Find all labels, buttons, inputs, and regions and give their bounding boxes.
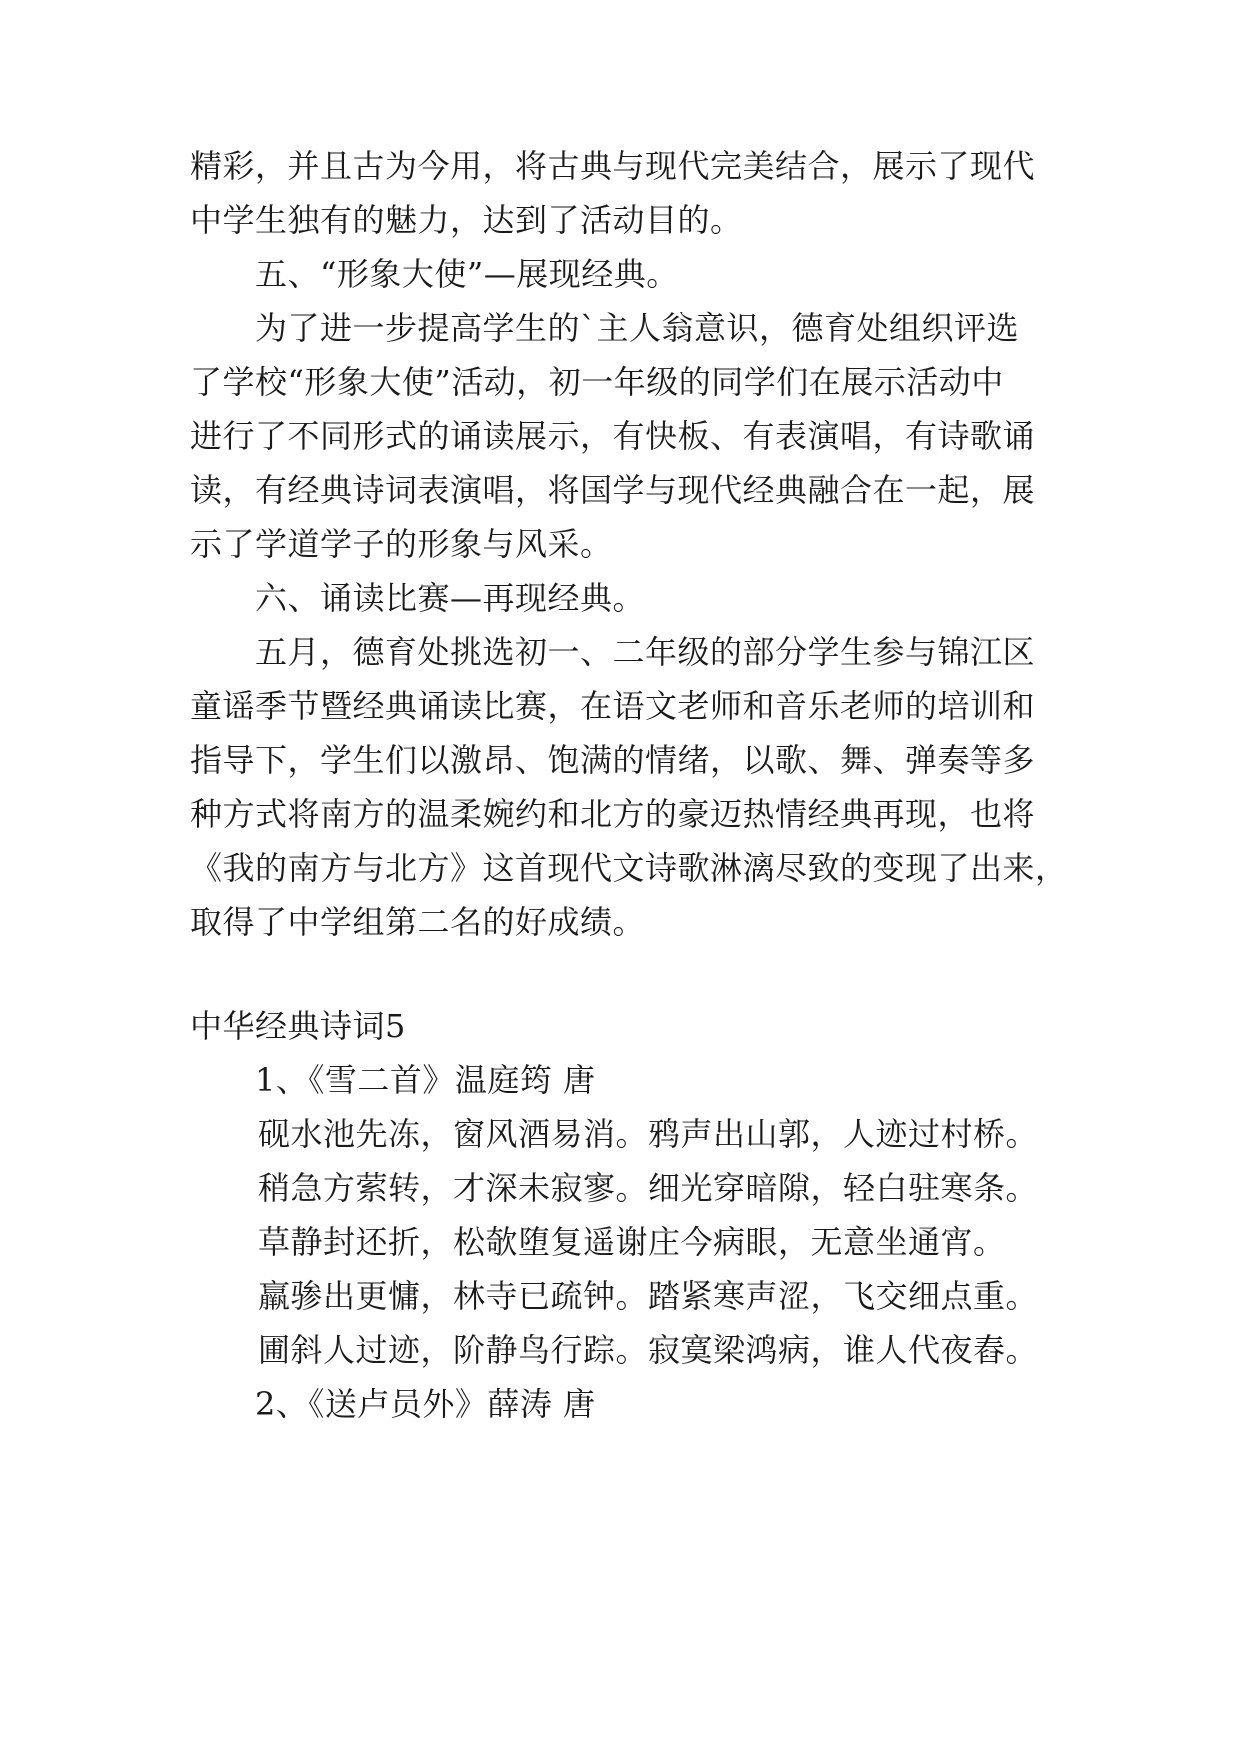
paragraph-line: 为了进一步提高学生的`主人翁意识，德育处组织评选 (255, 309, 1020, 347)
paragraph-line: 指导下，学生们以激昂、饱满的情绪，以歌、舞、弹奏等多 (190, 741, 1036, 779)
paragraph-line: 童谣季节暨经典诵读比赛，在语文老师和音乐老师的培训和 (190, 687, 1036, 725)
paragraph-line: 精彩，并且古为今用，将古典与现代完美结合，展示了现代 (190, 147, 1036, 185)
paragraph-line: 示了学道学子的形象与风采。 (190, 525, 613, 563)
poem-title: 2、《送卢员外》薛涛 唐 (255, 1385, 596, 1423)
poem-line: 砚水池先冻，窗风酒易消。鸦声出山郭，人迹过村桥。 (258, 1115, 1039, 1153)
paragraph-line: 五月，德育处挑选初一、二年级的部分学生参与锦江区 (255, 633, 1036, 671)
paragraph-line: 种方式将南方的温柔婉约和北方的豪迈热情经典再现，也将 (190, 795, 1036, 833)
paragraph-line: 中学生独有的魅力，达到了活动目的。 (190, 201, 743, 239)
article-title: 中华经典诗词5 (190, 1007, 406, 1045)
section-heading: 六、诵读比赛—再现经典。 (255, 579, 646, 617)
paragraph-line: 了学校“形象大使”活动，初一年级的同学们在展示活动中 (190, 363, 1004, 401)
poem-line: 羸骖出更慵，林寺已疏钟。踏紧寒声涩，飞交细点重。 (258, 1277, 1039, 1315)
poem-line: 稍急方萦转，才深未寂寥。细光穿暗隙，轻白驻寒条。 (258, 1169, 1039, 1207)
paragraph-line: 进行了不同形式的诵读展示，有快板、有表演唱，有诗歌诵 (190, 417, 1036, 455)
poem-title: 1、《雪二首》温庭筠 唐 (255, 1061, 596, 1099)
paragraph-line: 读，有经典诗词表演唱，将国学与现代经典融合在一起，展 (190, 471, 1036, 509)
paragraph-line: 取得了中学组第二名的好成绩。 (190, 903, 646, 941)
section-heading: 五、“形象大使”—展现经典。 (255, 255, 679, 293)
poem-line: 圃斜人过迹，阶静鸟行踪。寂寞梁鸿病，谁人代夜舂。 (258, 1331, 1039, 1369)
paragraph-line: 《我的南方与北方》这首现代文诗歌淋漓尽致的变现了出来， (190, 849, 1068, 887)
poem-line: 草静封还折，松欹堕复遥谢庄今病眼，无意坐通宵。 (258, 1223, 1006, 1261)
